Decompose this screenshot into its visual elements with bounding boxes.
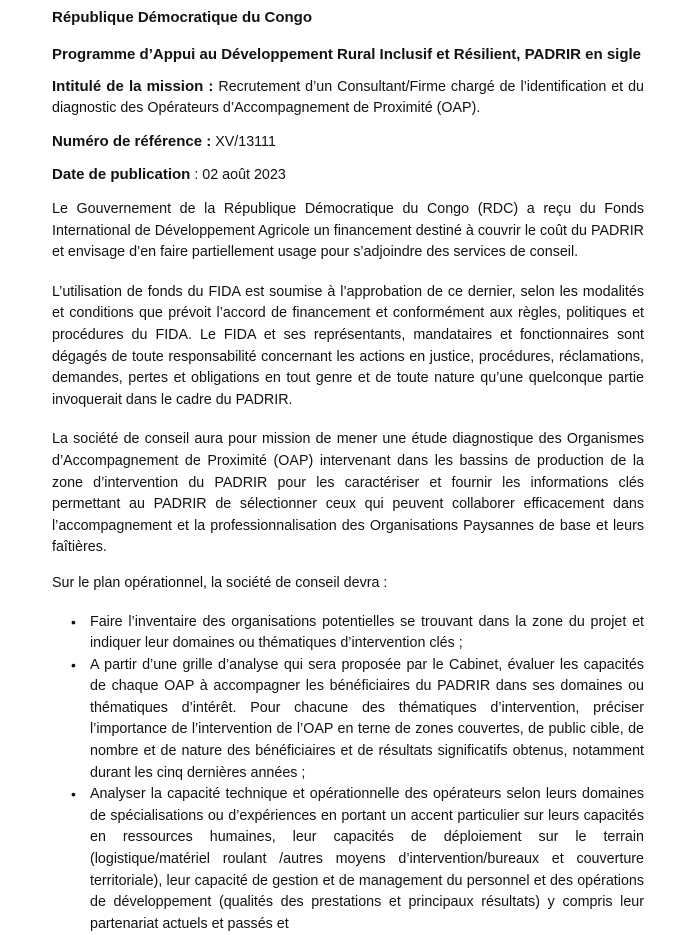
paragraph-funding: Le Gouvernement de la République Démocratique du Congo (RDC) a reçu du Fonds International de Développement Agricole un financement destiné à couvrir le coût du PADRIR et envisage d’en faire partiellement usage pour s’adjoindre des services de conseil. bbox=[52, 199, 644, 264]
reference-field bbox=[52, 131, 644, 153]
publication-field bbox=[52, 164, 644, 186]
list-item bbox=[52, 655, 644, 785]
document-page bbox=[52, 8, 644, 935]
mission-field bbox=[52, 76, 644, 119]
mission-label: Intitulé de la mission : bbox=[52, 78, 213, 95]
programme-heading: Programme d’Appui au Développement Rural Inclusif et Résilient, PADRIR en sigle bbox=[52, 45, 644, 65]
publication-value: : 02 août 2023 bbox=[194, 167, 285, 183]
reference-label: Numéro de référence : bbox=[52, 133, 211, 150]
list-item-text: Faire l’inventaire des organisations potentielles se trouvant dans la zone du projet et indiquer leur domaines ou thématiques d’intervention clés ; bbox=[90, 614, 644, 652]
bullet-icon: • bbox=[71, 655, 76, 677]
publication-label: Date de publication bbox=[52, 166, 190, 183]
paragraph-mission-description: La société de conseil aura pour mission de mener une étude diagnostique des Organismes d’Accompagnement de Proximité (OAP) intervenant dans les bassins de production de la zone d’intervention du PADRIR pour les caractériser et fournir les informations clés permettant au PADRIR de sélectionner ceux qui peuvent collaborer efficacement dans l’accompagnement et la professionnalisation des Organisations Paysannes de base et leurs faîtières. bbox=[52, 429, 644, 559]
country-heading: République Démocratique du Congo bbox=[52, 8, 644, 28]
bullet-icon: • bbox=[71, 612, 76, 634]
list-item bbox=[52, 612, 644, 655]
paragraph-fida-approval: L’utilisation de fonds du FIDA est soumise à l’approbation de ce dernier, selon les modalités et conditions que prévoit l’accord de financement et conformément aux règles, politiques et procédures du FIDA. Le FIDA et ses représentants, mandataires et fonctionnaires sont dégagés de toute responsabilité concernant les actions en justice, procédures, réclamations, demandes, pertes et obligations en tout genre et de toute nature qu’une quelconque partie invoquerait dans le cadre du PADRIR. bbox=[52, 282, 644, 412]
list-item-text: A partir d’une grille d’analyse qui sera proposée par le Cabinet, évaluer les capacités de chaque OAP à accompagner les bénéficiaires du PADRIR dans ses domaines ou thématiques d’intérêt. Pour chacune des thématiques d’intervention, préciser l’importance de l’intervention de l’OAP en terne de zones couvertes, de public cible, de nombre et de nature des bénéficiaires et de résultats significatifs obtenus, notamment durant les cinq dernières années ; bbox=[90, 657, 644, 781]
reference-value: XV/13111 bbox=[215, 134, 276, 150]
tasks-list bbox=[52, 612, 644, 935]
paragraph-operational-intro: Sur le plan opérationnel, la société de conseil devra : bbox=[52, 573, 644, 595]
mission-value: Recrutement d’un Consultant/Firme chargé de l’identification et du diagnostic des Opérateurs d’Accompagnement de Proximité (OAP). bbox=[52, 79, 644, 116]
bullet-icon: • bbox=[71, 784, 76, 806]
list-item-text: Analyser la capacité technique et opérationnelle des opérateurs selon leurs domaines de spécialisations ou d’expériences en portant un accent particulier sur leurs capacités en ressources humaines, leur capacités de déploiement sur le terrain (logistique/matériel roulant /autres moyens d’intervention/bureaux et couverture territoriale), leur capacité de gestion et de management du personnel et des opérations de développement (qualités des prestations et principaux résultats) y compris leur partenariat actuels et passés et bbox=[90, 786, 644, 932]
list-item bbox=[52, 784, 644, 935]
